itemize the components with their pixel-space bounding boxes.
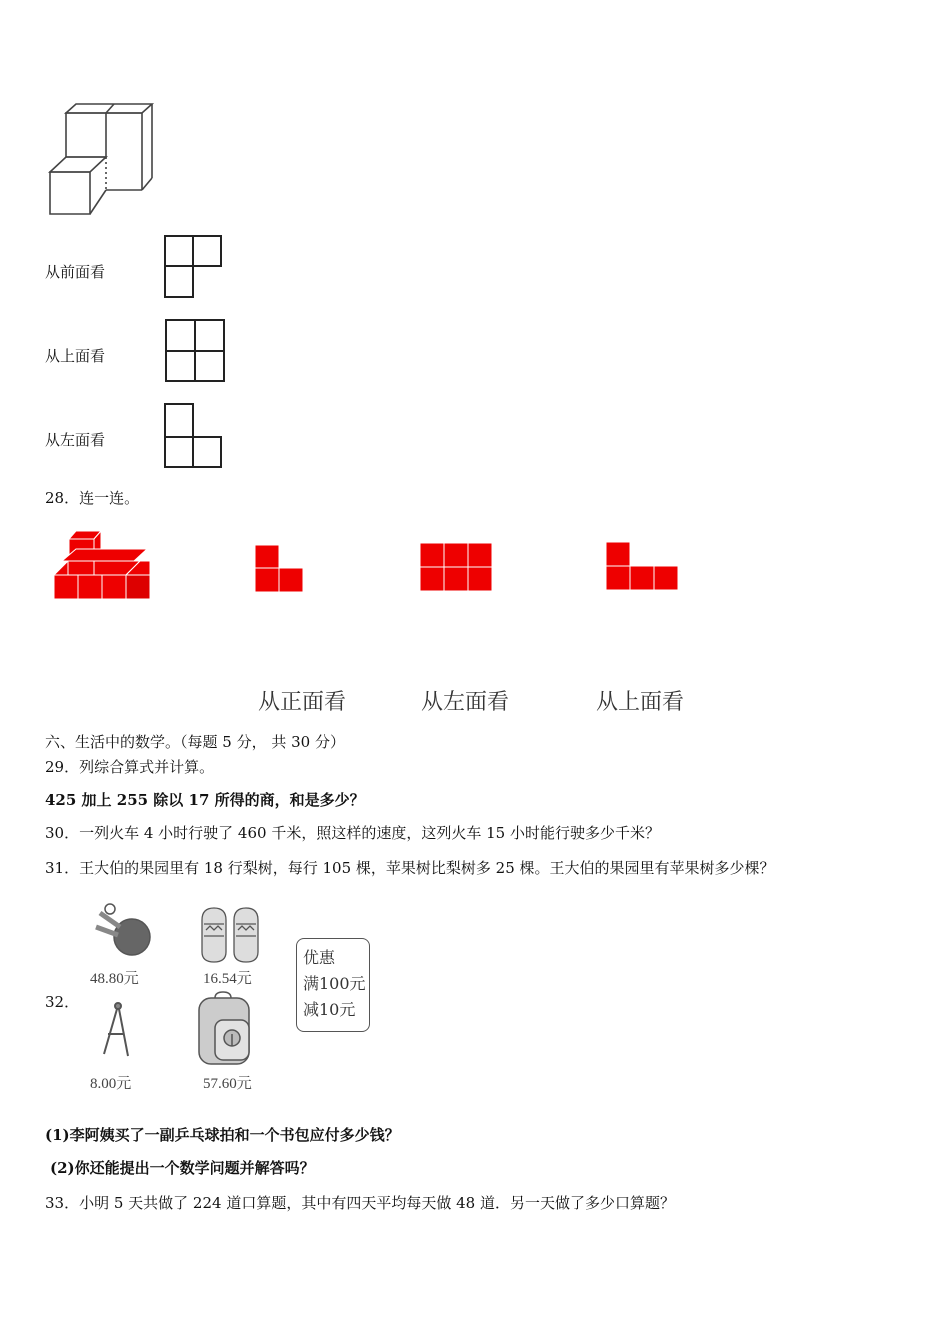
q31-text: 31．王大伯的果园里有 18 行梨树，每行 105 棵，苹果树比梨树多 25 棵。王大伯的果园里有苹果树多少棵？: [45, 859, 775, 877]
price-backpack: 57.60元: [203, 1076, 252, 1092]
label-left-view: 从左面看: [421, 690, 510, 715]
promo-threshold: 满100元: [303, 974, 366, 993]
q28-title: 28．连一连。: [45, 489, 140, 507]
left-view-label: 从左面看: [45, 431, 106, 449]
red-view-b: [418, 541, 496, 593]
top-view-label: 从上面看: [45, 347, 106, 365]
price-paddle: 48.80元: [90, 971, 139, 987]
backpack-icon: [193, 990, 257, 1070]
q33-text: 33．小明 5 天共做了 224 道口算题，其中有四天平均每天做 48 道．另一天做了多少口算题？: [45, 1194, 675, 1212]
front-view-grid: [163, 234, 225, 300]
front-view-label: 从前面看: [45, 263, 106, 281]
compass-icon: [98, 1000, 134, 1060]
label-top-view: 从上面看: [596, 690, 685, 715]
q32-number: 32．: [45, 993, 80, 1011]
q30-text: 30．一列火车 4 小时行驶了 460 千米，照这样的速度，这列火车 15 小时能行驶多少千米？: [45, 824, 660, 842]
price-compass: 8.00元: [90, 1076, 132, 1092]
promo-title: 优惠: [303, 948, 336, 967]
price-gloves: 16.54元: [203, 971, 252, 987]
q29-title: 29．列综合算式并计算。: [45, 758, 215, 776]
gloves-icon: [196, 906, 264, 966]
cube-figure: [44, 100, 159, 218]
q32-sub2: (2)你还能提出一个数学问题并解答吗？: [50, 1159, 315, 1177]
red-view-a: [253, 543, 305, 595]
q32-sub1: (1)李阿姨买了一副乒乓球拍和一个书包应付多少钱？: [45, 1126, 400, 1144]
left-view-grid: [163, 402, 225, 470]
promo-box: [296, 938, 370, 1032]
section-heading: 六、生活中的数学。（每题 5 分， 共 30 分）: [45, 733, 345, 751]
label-front-view: 从正面看: [258, 690, 347, 715]
top-view-grid: [163, 317, 229, 383]
promo-discount: 减10元: [303, 1000, 356, 1019]
red-view-c: [604, 540, 682, 592]
q29-text: 425 加上 255 除以 17 所得的商，和是多少？: [45, 791, 365, 809]
ping-pong-paddle-icon: [92, 903, 156, 961]
red-block-figure: [52, 527, 152, 603]
